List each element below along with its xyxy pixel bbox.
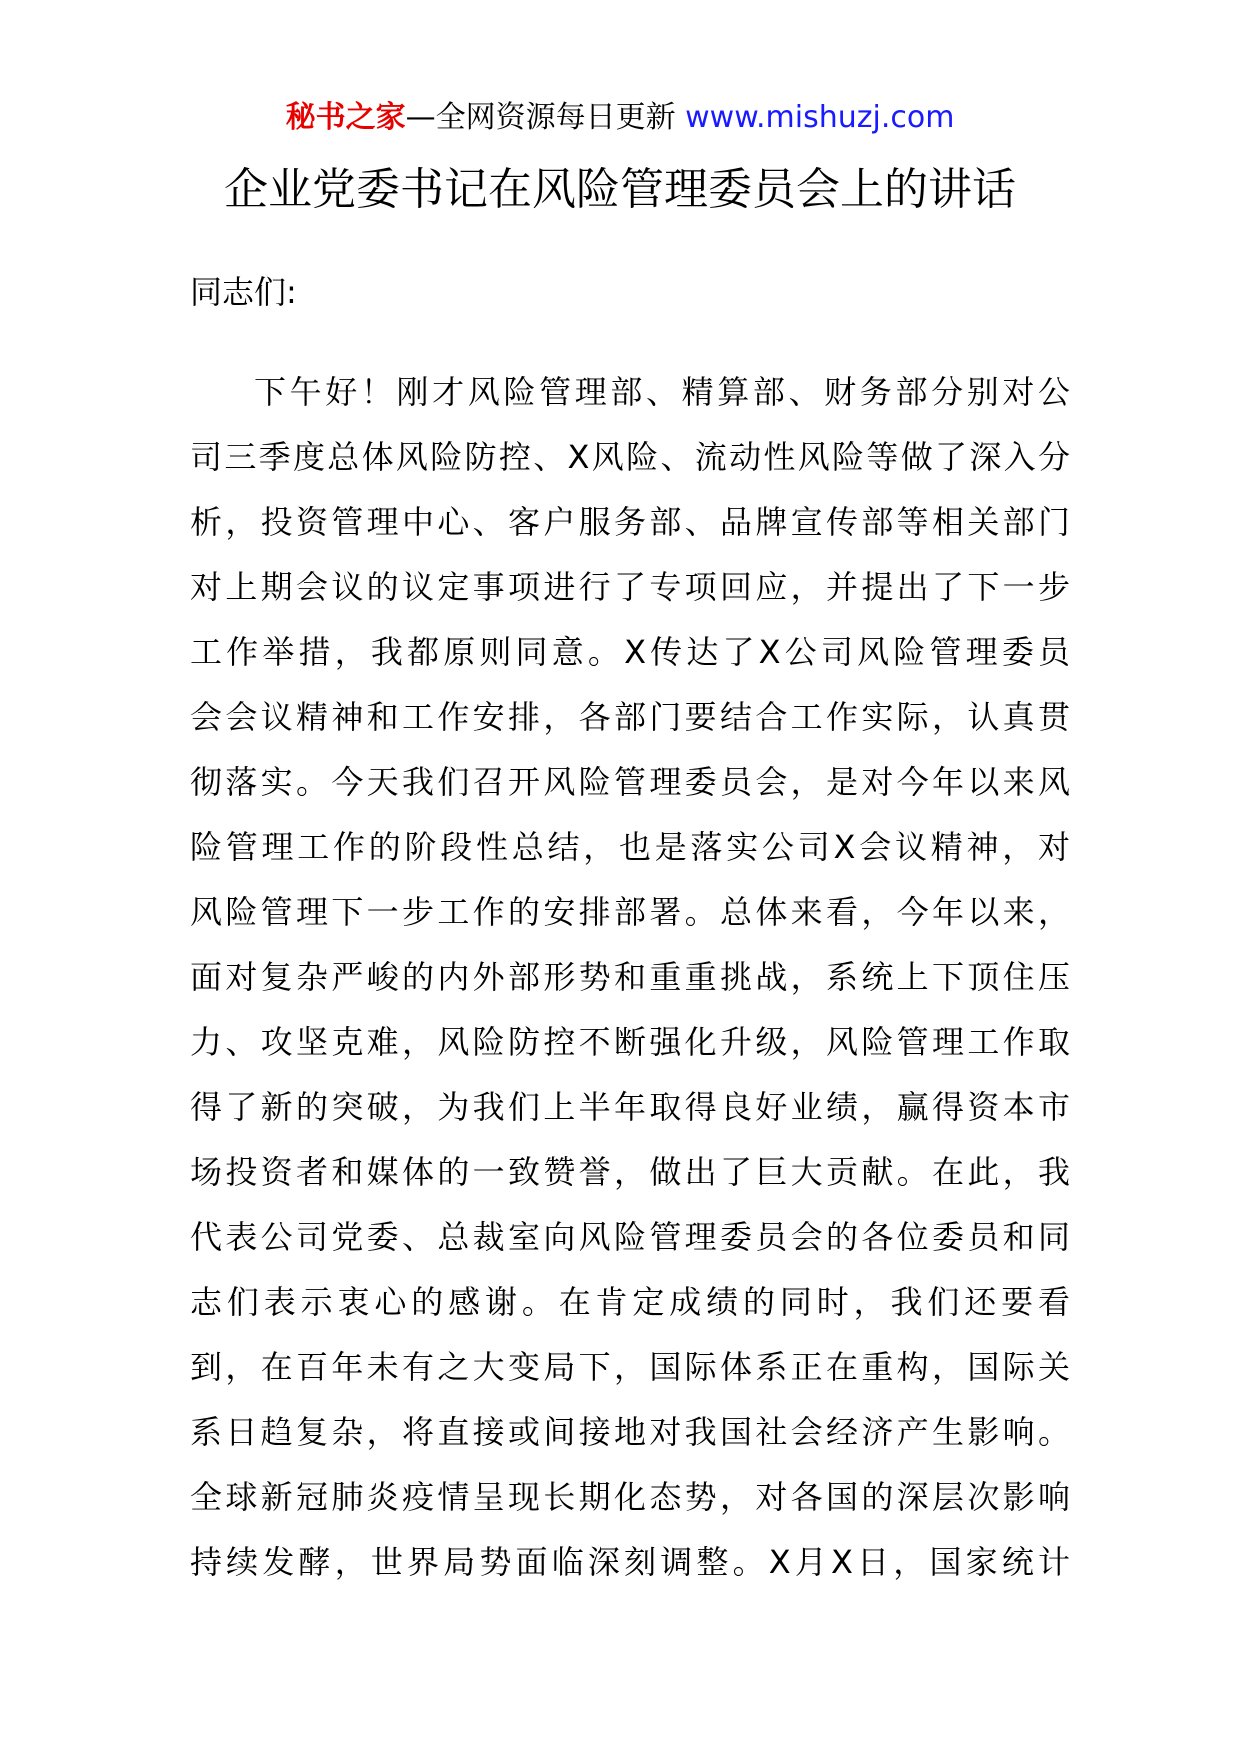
body-line: 到，在百年未有之大变局下，国际体系正在重构，国际关 <box>190 1348 1070 1386</box>
header-tagline: —全网资源每日更新 <box>405 100 686 135</box>
body-line: 风险管理下一步工作的安排部署。总体来看，今年以来， <box>190 893 1070 931</box>
body-line: 会会议精神和工作安排，各部门要结合工作实际，认真贯 <box>190 698 1070 736</box>
body-line: 下午好！刚才风险管理部、精算部、财务部分别对公 <box>254 373 1070 411</box>
body-line: 彻落实。今天我们召开风险管理委员会，是对今年以来风 <box>190 763 1070 801</box>
body-line: 志们表示衷心的感谢。在肯定成绩的同时，我们还要看 <box>190 1283 1070 1321</box>
salutation: 同志们: <box>190 273 297 311</box>
body-line: 司三季度总体风险防控、X风险、流动性风险等做了深入分 <box>190 438 1070 476</box>
body-line: 析，投资管理中心、客户服务部、品牌宣传部等相关部门 <box>190 503 1070 541</box>
document-title: 企业党委书记在风险管理委员会上的讲话 <box>224 164 1016 215</box>
body-line: 得了新的突破，为我们上半年取得良好业绩，赢得资本市 <box>190 1088 1070 1126</box>
body-line: 险管理工作的阶段性总结，也是落实公司X会议精神，对 <box>190 828 1070 866</box>
site-url-link[interactable]: www.mishuzj.com <box>685 100 955 135</box>
brand-name: 秘书之家 <box>285 100 406 135</box>
body-line: 全球新冠肺炎疫情呈现长期化态势，对各国的深层次影响 <box>190 1478 1070 1516</box>
body-line: 工作举措，我都原则同意。X传达了X公司风险管理委员 <box>190 633 1070 671</box>
body-line: 力、攻坚克难，风险防控不断强化升级，风险管理工作取 <box>190 1023 1070 1061</box>
body-line: 代表公司党委、总裁室向风险管理委员会的各位委员和同 <box>190 1218 1070 1256</box>
body-line: 场投资者和媒体的一致赞誉，做出了巨大贡献。在此，我 <box>190 1153 1070 1191</box>
body-line: 系日趋复杂，将直接或间接地对我国社会经济产生影响。 <box>190 1413 1070 1451</box>
body-paragraph <box>190 360 1070 1595</box>
header-banner <box>0 98 1240 138</box>
body-line: 持续发酵，世界局势面临深刻调整。X月X日，国家统计 <box>190 1543 1070 1581</box>
body-line: 面对复杂严峻的内外部形势和重重挑战，系统上下顶住压 <box>190 958 1070 996</box>
body-line: 对上期会议的议定事项进行了专项回应，并提出了下一步 <box>190 568 1070 606</box>
